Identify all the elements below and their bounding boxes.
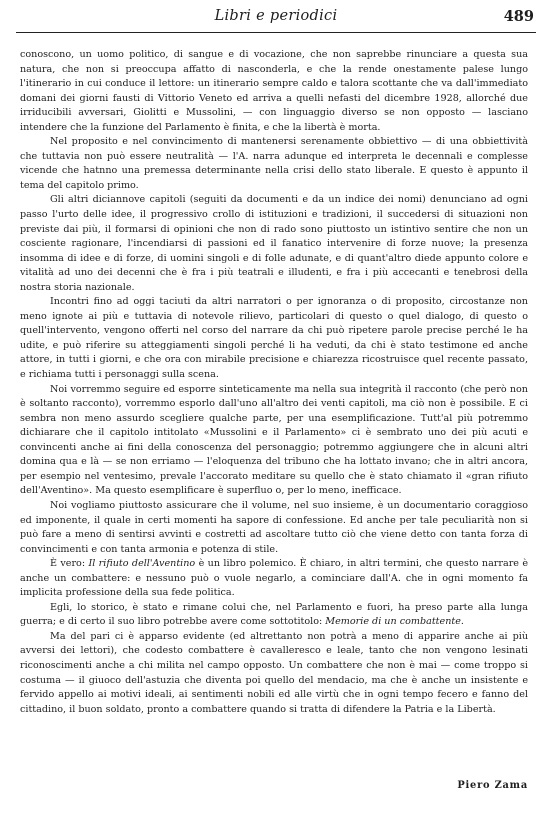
review-body bbox=[20, 48, 528, 717]
author-signature: Piero Zama bbox=[457, 780, 528, 791]
paragraph: Incontri fino ad oggi taciuti da altri narratori o per ignoranza o di proposito, circostanze non meno ignote ai più e tuttavia di notevole rilievo, particolari di questo o quel dialogo, di questo o quell'intervento, vengono offerti nel corso del narrare da chi può ripetere parole precise perché le ha udite, e può riferire su atteggiamenti singoli perché li ha veduti, da chi è stato testimone ed anche attore, in tutti i giorni, e che ora con mirabile precisione e chiarezza ricostruisce quel recente passato, e richiama tutti i personaggi sulla scena. bbox=[20, 296, 528, 381]
paragraph bbox=[20, 601, 528, 630]
paragraph: Noi vogliamo piuttosto assicurare che il volume, nel suo insieme, è un documentario coraggioso ed imponente, il quale in certi momenti ha sapore di confessione. Ed anche per tale peculiarità non si può fare a meno di sentirsi avvinti e costretti ad ascoltare tutto ciò che viene detto con tanta forza di convincimenti e con tanta armonia e potenza di stile. bbox=[20, 499, 528, 555]
paragraph bbox=[20, 557, 528, 601]
paragraph-rest: è un libro polemico. È chiaro, in altri termini, che questo narrare è anche un combattere: e nessuno può o vuole negarlo, a cominciare dall'A. che in ogni momento fa implicita professione della sua fede politica. bbox=[20, 558, 529, 599]
paragraph-lead: È vero: bbox=[50, 558, 89, 570]
paragraph: Noi vorremmo seguire ed esporre sinteticamente ma nella sua integrità il racconto (che però non è soltanto racconto), vorremmo esporlo dall'uno all'altro dei venti capitoli, ma ciò non è possibile. E ci sembra non meno assurdo scegliere qualche parte, per una esemplificazione. Tutt'al più potremmo dichiarare che il capitolo intitolato «Mussolini e il Parlamento» ci è sembrato uno dei più acuti e convincenti anche ai fini della conoscenza del personaggio; potremmo aggiungere che in alcuni altri domina qua e là — se non erriamo — l'eloquenza del tribuno che ha lottato invano; che in altri ancora, per esempio nel ventesimo, prevale l'accorato meditare su quello che è stato chiamato il «gran rifiuto dell'Aventino». Ma questo esemplificare è superfluo o, per lo meno, inefficace. bbox=[20, 383, 528, 497]
page-number: 489 bbox=[503, 8, 534, 25]
paragraph: Nel proposito e nel convincimento di mantenersi serenamente obbiettivo — di una obbiettività che tuttavia non può essere neutralità — l'A. narra adunque ed interpreta le decennali e complesse vicende che hatnno una premessa determinante nella crisi dello stato liberale. E questo è appunto il tema del capitolo primo. bbox=[20, 136, 528, 191]
paragraph: conoscono, un uomo politico, di sangue e di vocazione, che non saprebbe rinunciare a questa sua natura, che non si preoccupa affatto di nasconderla, e che la rende onestamente palese lungo l'itinerario in cui conduce il lettore: un itinerario sempre caldo e talora scottante che va dall'immediato domani dei giorni fausti di Vittorio Veneto ed arriva a quelli nefasti del dicembre 1928, allorché due irriducibili avversari, Giolitti e Mussolini, — con linguaggio diverso se non opposto — lasciano intendere che la funzione del Parlamento è finita, e che la libertà è morta. bbox=[20, 49, 528, 133]
paragraph: Ma del pari ci è apparso evidente (ed altrettanto non potrà a meno di apparire anche ai più avversi dei lettori), che codesto combattere è cavalleresco e leale, tanto che non vengono lesinati riconoscimenti anche a chi milita nel campo opposto. Un combattere che non è mai — come troppo si costuma — il giuoco dell'astuzia che diventa poi quello del mendacio, ma che è anche un insistente e fervido appello ai motivi ideali, ai sentimenti nobili ed alle virtù che in ogni tempo fecero e fanno del cittadino, il buon soldato, pronto a combattere quando si tratta di difendere la Patria e la Libertà. bbox=[20, 630, 528, 715]
page-header bbox=[16, 6, 536, 33]
paragraph-lead: Egli, lo storico, è stato e rimane colui che, nel Parlamento e fuori, ha preso parte alla lunga guerra; e di certo il suo libro potrebbe avere come sottotitolo: bbox=[20, 601, 528, 628]
book-title: Il rifiuto dell'Aventino bbox=[88, 558, 196, 570]
running-title: Libri e periodici bbox=[214, 8, 338, 24]
proposed-subtitle: Memorie di un combattente. bbox=[325, 616, 464, 628]
paragraph: Gli altri diciannove capitoli (seguiti da documenti e da un indice dei nomi) denunciano ad ogni passo l'urto delle idee, il progressivo crollo di istituzioni e tradizioni, il succedersi di situazioni non previste dai più, il formarsi di opinioni che non di rado sono piuttosto un istintivo sentire che non un cosciente ragionare, l'incendiarsi di passioni ed il fanatico intervenire di forze nuove; la presenza insomma di idee e di forze, di uomini singoli e di folle adunate, e di quant'altro diede appunto colore e vitalità ad uno dei decenni che è fra i più teatrali e illudenti, e fra i più accecanti e tenebrosi della nostra storia nazionale. bbox=[20, 194, 528, 293]
